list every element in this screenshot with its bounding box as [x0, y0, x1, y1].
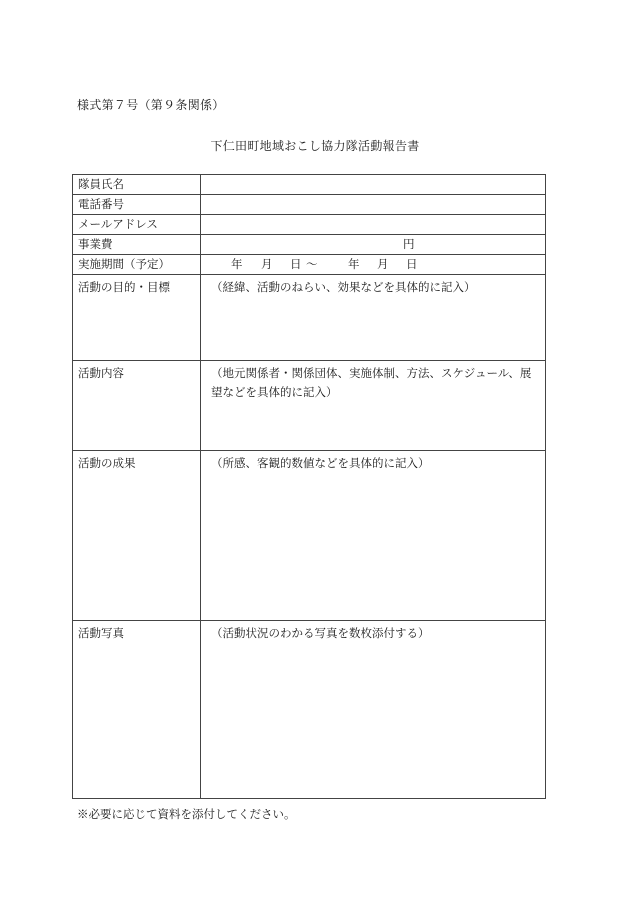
- row-phone: [73, 195, 546, 215]
- period-field[interactable]: [201, 255, 546, 275]
- form-number: 様式第７号（第９条関係）: [77, 98, 225, 112]
- row-member-name: [73, 175, 546, 195]
- content-label: 活動内容: [73, 361, 201, 451]
- period-start-day: 日: [290, 257, 302, 271]
- cost-label: 事業費: [73, 235, 201, 255]
- report-table: [72, 174, 546, 799]
- phone-label: 電話番号: [73, 195, 201, 215]
- footnote: ※必要に応じて資料を添付してください。: [77, 807, 296, 821]
- yen-unit: 円: [403, 237, 415, 251]
- purpose-label: 活動の目的・目標: [73, 275, 201, 361]
- period-start-month: 月: [261, 257, 273, 271]
- period-tilde: ～: [306, 257, 318, 271]
- row-photos: [73, 621, 546, 799]
- email-label: メールアドレス: [73, 215, 201, 235]
- period-start-year: 年: [231, 257, 243, 271]
- content-field[interactable]: （地元関係者・関係団体、実施体制、方法、スケジュール、展望などを具体的に記入）: [201, 361, 546, 451]
- member-name-label: 隊員氏名: [73, 175, 201, 195]
- results-field[interactable]: （所感、客観的数値などを具体的に記入）: [201, 451, 546, 621]
- row-results: [73, 451, 546, 621]
- row-purpose: [73, 275, 546, 361]
- results-label: 活動の成果: [73, 451, 201, 621]
- photos-field[interactable]: （活動状況のわかる写真を数枚添付する）: [201, 621, 546, 799]
- phone-field[interactable]: [201, 195, 546, 215]
- member-name-field[interactable]: [201, 175, 546, 195]
- period-end-day: 日: [406, 257, 418, 271]
- period-label: 実施期間（予定）: [73, 255, 201, 275]
- row-period: [73, 255, 546, 275]
- purpose-field[interactable]: （経緯、活動のねらい、効果などを具体的に記入）: [201, 275, 546, 361]
- period-end-month: 月: [377, 257, 389, 271]
- photos-label: 活動写真: [73, 621, 201, 799]
- period-end-year: 年: [348, 257, 360, 271]
- page-title: 下仁田町地域おこし協力隊活動報告書: [210, 139, 420, 153]
- cost-field[interactable]: [201, 235, 546, 255]
- row-content: [73, 361, 546, 451]
- row-email: [73, 215, 546, 235]
- row-cost: [73, 235, 546, 255]
- email-field[interactable]: [201, 215, 546, 235]
